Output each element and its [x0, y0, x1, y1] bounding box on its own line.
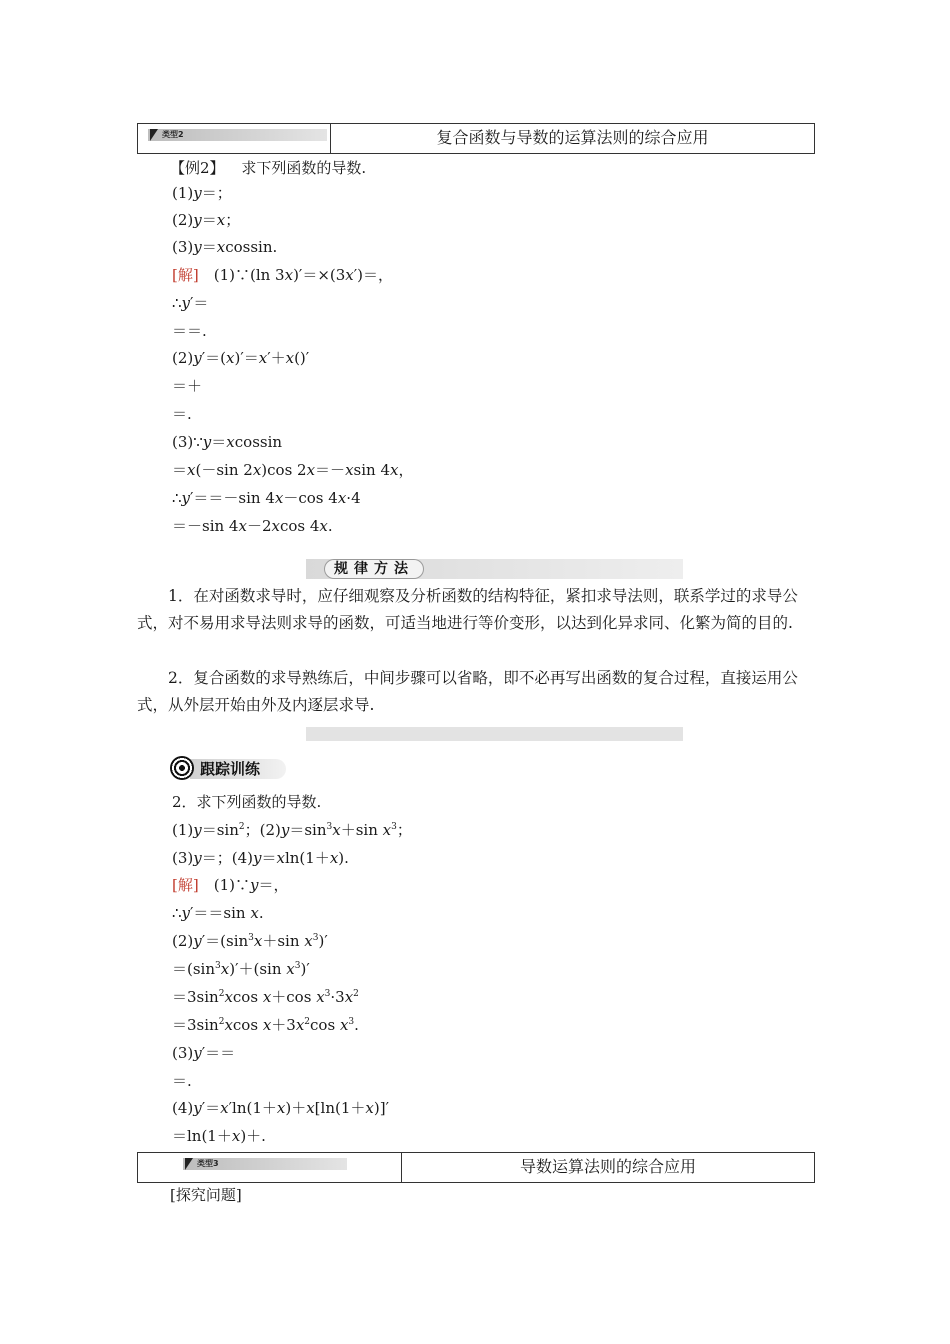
- method-paragraph-1: 1．在对函数求导时，应仔细观察及分析函数的结构特征，紧扣求导法则，联系学过的求导公式，对不易用求导法则求导的函数，可适当地进行等价变形，以达到化异求同、化繁为简的目的.: [137, 587, 798, 632]
- training-sol-4-line-2: ＝ln(1＋x)＋.: [172, 1127, 266, 1145]
- training-sol-2-line-4: $=3\sin^2xcos$ $x+3x^2\cos$ $x^3$.: [172, 1016, 359, 1034]
- training-solution-label: [解]: [172, 876, 199, 894]
- example-item-3: (3)y＝xcossin.: [172, 238, 278, 256]
- method-paragraph-2: 2．复合函数的求导熟练后，中间步骤可以省略，即不必再写出函数的复合过程，直接运用公式，从外层开始由外及内逐层求导.: [137, 669, 798, 714]
- type3-header: [137, 1152, 815, 1183]
- example-heading: [170, 158, 366, 178]
- solution-1-line-2: ∴y′＝: [172, 294, 209, 312]
- method-banner: [306, 559, 683, 579]
- inquiry-label: [探究问题]: [170, 1186, 242, 1204]
- target-icon: [170, 756, 194, 780]
- training-sol-3-line-2: ＝.: [172, 1072, 192, 1090]
- solution-1-line-1: [解] (1)∵(ln 3x)′＝×(3x′)＝，: [172, 266, 394, 284]
- training-header: [170, 755, 288, 781]
- solution-1-line-3: ＝＝.: [172, 322, 207, 340]
- training-sol-2-line-1: $(2)y'=(\sin^3x+\sin$ $x^3)'$: [172, 932, 328, 950]
- training-sol-1-line-2: ∴y′＝＝sin x.: [172, 904, 264, 922]
- type2-title: 复合函数与导数的运算法则的综合应用: [436, 128, 709, 147]
- example-label: 【例2】: [170, 159, 225, 177]
- solution-2-line-1: (2)y′＝(x)′＝x′＋x()′: [172, 349, 310, 367]
- solution-3-line-1: (3)∵y＝xcossin: [172, 433, 283, 451]
- training-items-1-2: $(1)y=\sin^2$；$(2)y=\sin^3x+\sin$ $x^3$；: [172, 821, 412, 839]
- solution-3-line-2: ＝x(－sin 2x)cos 2x＝－xsin 4x，: [172, 461, 414, 479]
- solution-2-line-2: ＝＋: [172, 377, 203, 395]
- training-sol-2-line-3: $=3\sin^2xcos$ x＋cos $x^3\cdot 3x^2$: [172, 988, 359, 1006]
- type3-tag-cell: [138, 1153, 402, 1182]
- type2-tag-cell: [138, 124, 331, 153]
- type2-header: [137, 123, 815, 154]
- solution-label: [解]: [172, 266, 199, 284]
- example-item-1: (1)y＝；: [172, 184, 232, 202]
- example-prompt: 求下列函数的导数.: [241, 159, 367, 177]
- example-item-2: (2)y＝x；: [172, 211, 241, 229]
- training-sol-1-line-1: [解] (1)∵y＝，: [172, 876, 289, 894]
- solution-2-line-3: ＝.: [172, 405, 192, 423]
- training-sol-3-line-1: (3)y′＝＝: [172, 1044, 236, 1062]
- solution-3-line-4: ＝－sin 4x－2xcos 4x.: [172, 517, 333, 535]
- training-items-3-4: (3)y＝；(4)y＝xln(1＋x).: [172, 849, 349, 867]
- method-banner-label: 规律方法: [324, 559, 424, 579]
- training-sol-2-line-2: $=(\sin^3x)'+(\sin$ $x^3)'$: [172, 960, 310, 978]
- type3-title: 导数运算法则的综合应用: [519, 1157, 696, 1176]
- type3-tag: 类型3: [183, 1158, 347, 1170]
- training-prompt: 2．求下列函数的导数.: [172, 793, 322, 811]
- training-title: 跟踪训练: [190, 759, 286, 779]
- section-divider: [306, 727, 683, 741]
- type2-tag: 类型2: [148, 129, 327, 141]
- training-sol-4-line-1: (4)y′＝x′ln(1＋x)＋x[ln(1＋x)]′: [172, 1099, 389, 1117]
- solution-3-line-3: ∴y′＝＝－sin 4x－cos 4x·4: [172, 489, 361, 507]
